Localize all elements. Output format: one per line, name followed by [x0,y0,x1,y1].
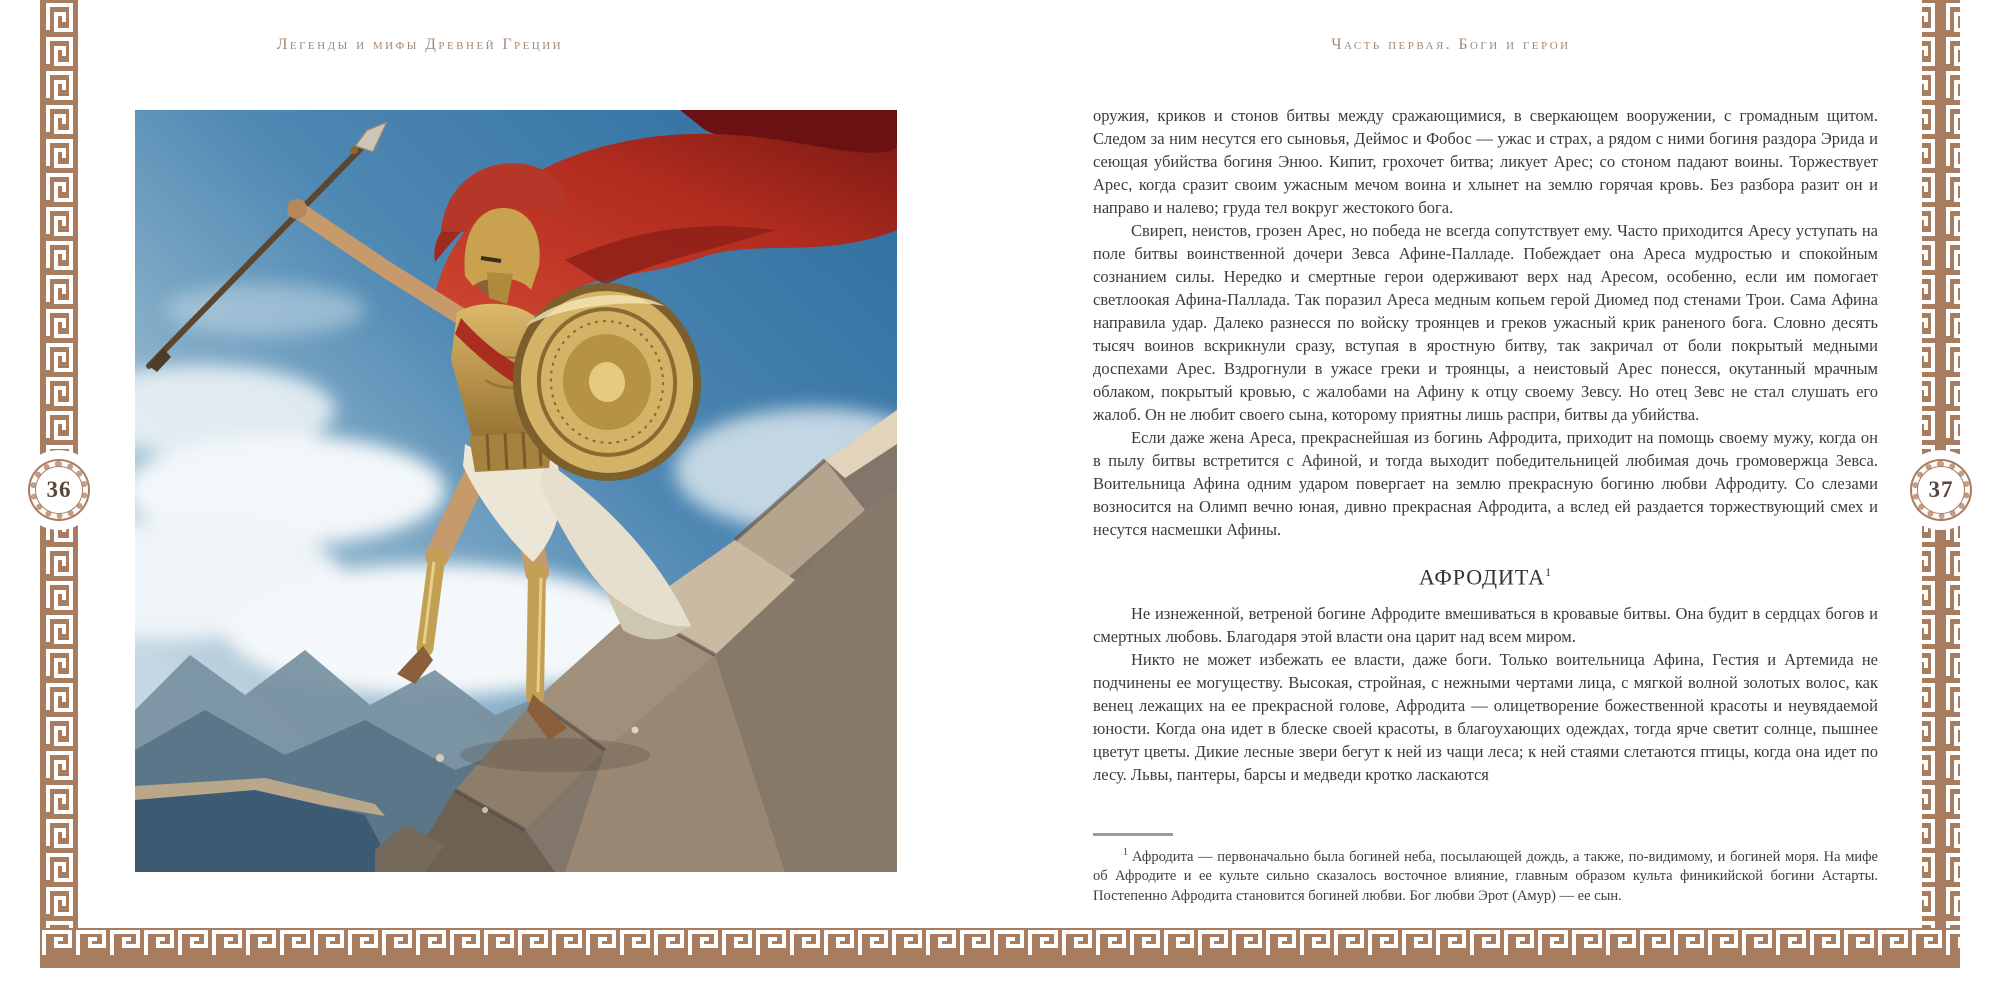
footnote [1093,833,1878,907]
footnote-text: $^1$ Афродита — первоначально была богиней неба, посылающей дождь, а также, по-видимому, и богиней моря. На мифе об Афродите и ее культе сильно сказалось восточное влияние, главным образом культа финикийской богини Астарты. Постепенно Афродита становится богиней любви. Бог любви Эрот (Амур) — ее сын. [1093,847,1878,905]
section-heading [1093,561,1878,588]
page-number-right: 37 [1928,477,1954,502]
border-bottom-baseline [40,958,1960,968]
paragraph: Никто не может избежать ее власти, даже боги. Только воительница Афина, Гестия и Артемида не подчинены ее могуществу. Высокая, стройная, с нежными чертами лица, с мягкой волной золотых волос, как венец лежащих на ее прекрасной голове, Афродита — олицетворение божественной красоты и неувядаемой юности. Когда она идет в блеске своей красоты, в благоухающих одеждах, тогда ярче светит солнце, пышнее цветут цветы. Дикие лесные звери бегут к ней из чащи леса; к ней стаями слетаются птицы, когда она идет по лесу. Львы, пантеры, барсы и медведи кротко ласкаются [1093,650,1878,785]
footnote-rule [1093,833,1173,836]
page-number-left: 36 [46,477,72,502]
paragraph: Свиреп, неистов, грозен Арес, но победа не всегда сопутствует ему. Часто приходится Аресу уступать на поле битвы воинственной дочери Зевса Афине-Палладе. Побеждает она Ареса мудростью и спокойным сознанием силы. Нередко и смертные герои одерживают верх над Аресом, особенно, если им помогает светлоокая Афина-Паллада. Так поразил Ареса медным копьем герой Диомед под стенами Трои. Сама Афина направила удар. Далеко разнесся по войску троянцев и греков ужасный крик раненого бога. Словно десять тысяч воинов вскрикнули сразу, вступая в яростную битву, так закричал от боли покрытый медными доспехами Арес. Вздрогнули в ужасе греки и троянцы, а неистовый Арес понесся, окутанный мрачным облаком, покрытый кровью, с жалобами на Афину к отцу своему Зевсу. Но отец Зевс не стал слушать его жалоб. Он не любит своего сына, которому приятны лишь распри, битвы да убийства. [1093,221,1878,424]
heading-footnote-mark: 1 [1545,565,1553,579]
footnote-mark: 1 [1123,847,1128,858]
page-number-badge-right [1912,461,1970,519]
figure-shadow [460,738,650,772]
running-header-right: Часть первая. Боги и герои [1331,36,1571,53]
paragraph: Если даже жена Ареса, прекраснейшая из богинь Афродита, приходит на помощь своему мужу, когда он в пылу битвы встретится с Афиной, и тогда выходит победительницей любимая дочь громовержца Зевса. Воительница Афина одним ударом повергает на землю прекрасную богиню любви Афродиту. Со слезами возносится на Олимп вечно юная, дивно прекрасная Афродита, а вслед ей раздается торжествующий смех и несутся насмешки Афины. [1093,428,1878,539]
ares-illustration [135,110,897,872]
paragraph: оружия, криков и стонов битвы между сражающимися, в сверкающем вооружении, с громадным щитом. Следом за ним несутся его сыновья, Деймос и Фобос — ужас и страх, а рядом с ними богиня раздора Эрида и сеющая убийства богиня Энюо. Кипит, грохочет битва; ликует Арес; со стоном падают воины. Торжествует Арес, когда сразит своим ужасным мечом воина и хлынет на землю горячая кровь. Без разбора разит он и направо и налево; груда тел вокруг жестокого бога. [1093,106,1878,217]
ares-illustration-art [135,110,897,872]
paragraph: Не изнеженной, ветреной богине Афродите вмешиваться в кровавые битвы. Она будит в сердцах богов и смертных любовь. Благодаря этой власти она царит над всем миром. [1093,604,1878,647]
body-text-column [1093,104,1878,830]
section-heading-text: АФРОДИТА [1418,564,1546,590]
running-header-left: Легенды и мифы Древней Греции [276,36,564,53]
page-number-badge-left [30,461,88,519]
border-bottom-band [40,928,1960,958]
fist [287,199,307,219]
